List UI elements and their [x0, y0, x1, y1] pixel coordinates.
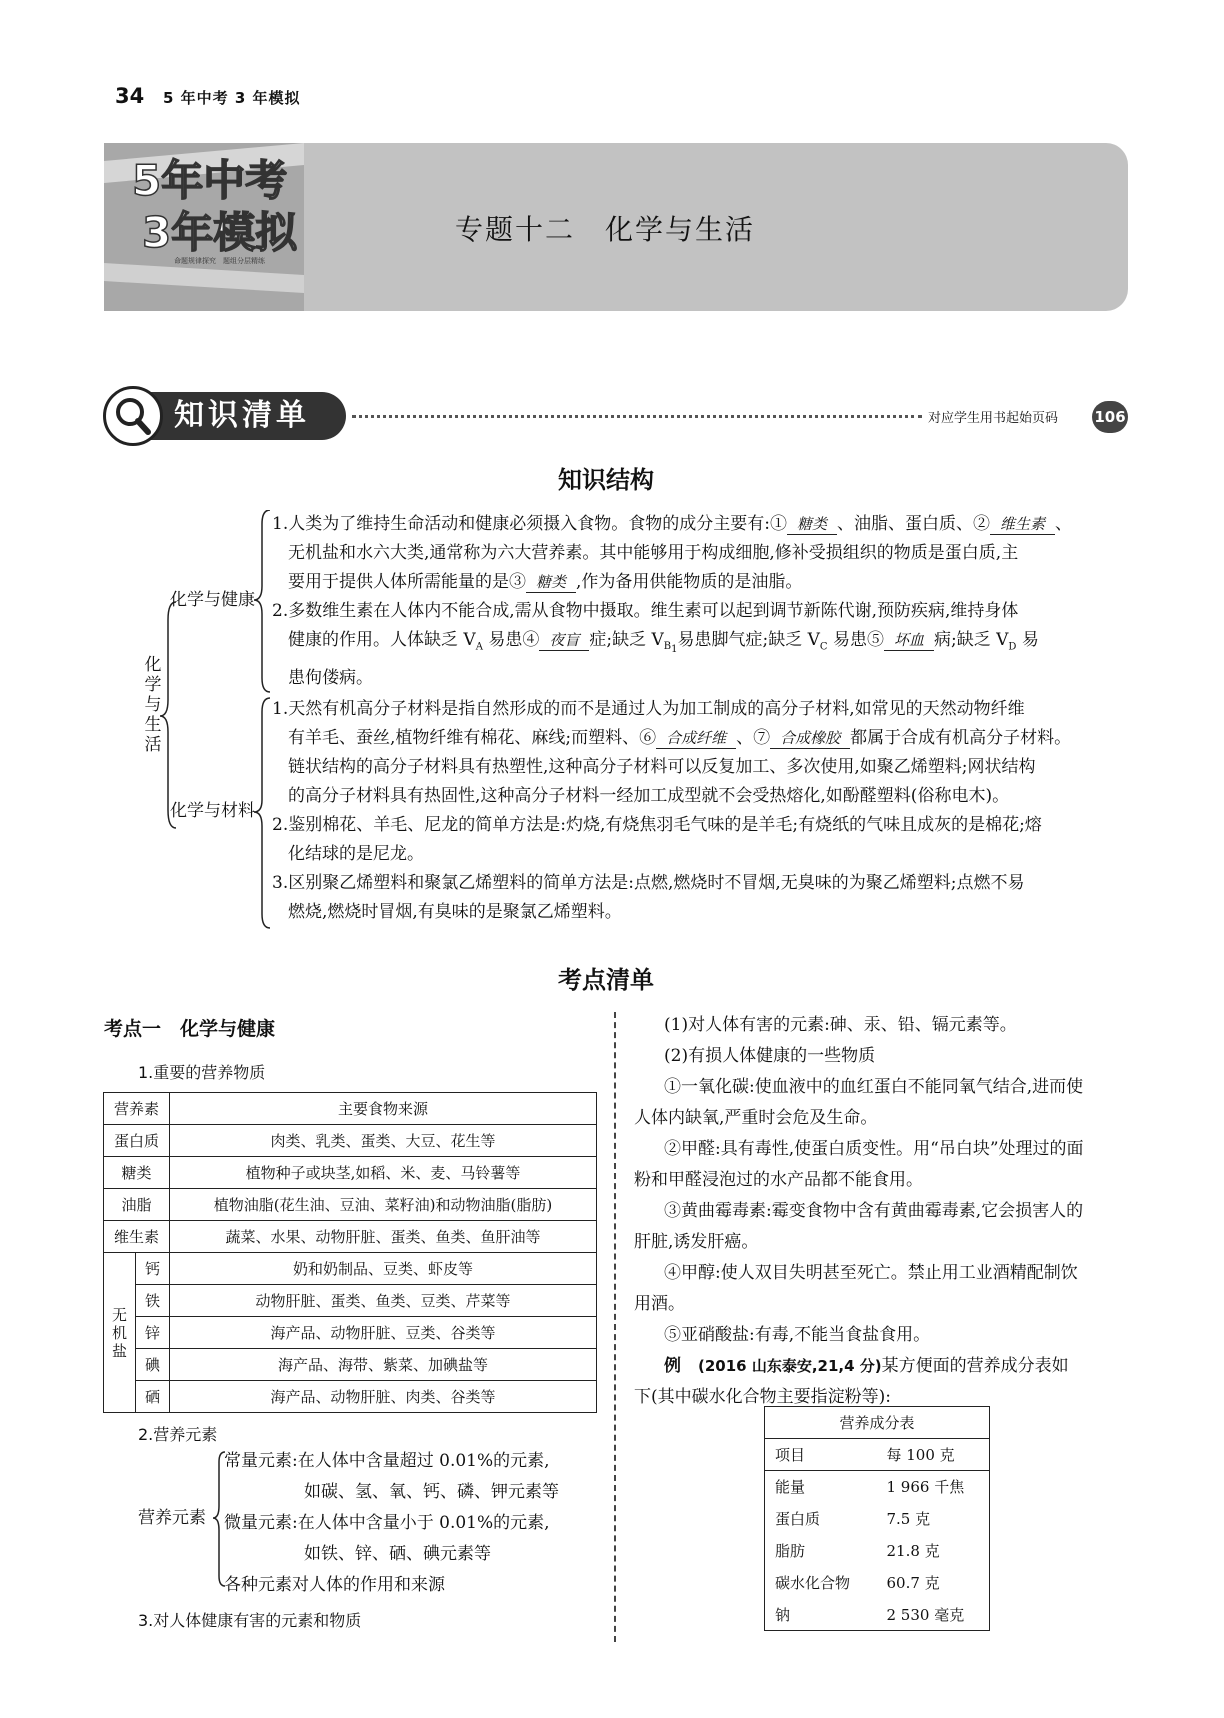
table-row: 碳水化合物 60.7 克 [775, 1574, 940, 1592]
element-trace-line-1: 微量元素:在人体中含量小于 0.01%的元素, [224, 1513, 550, 1533]
structure-root: 化 学 与 生 活 [144, 655, 162, 755]
nutrients-table [103, 1092, 597, 1413]
example-line-1: 例 (2016 山东泰安,21,4 分)某方便面的营养成分表如 [664, 1356, 1069, 1376]
subsection-1-title: 1.重要的营养物质 [138, 1063, 266, 1082]
subsection-2-title: 2.营养元素 [138, 1425, 218, 1444]
section-page-ref-number: 106 [1092, 401, 1128, 433]
blank-5: 坏血 [884, 630, 934, 651]
logo-tagline: 命题规律探究 题组分层精练 [174, 257, 265, 265]
table-row: 无 机 盐 钙 奶和奶制品、豆类、虾皮等 [104, 1253, 597, 1285]
health-item-1-line-1: 1.人类为了维持生命活动和健康必须摄入食物。食物的成分主要有:① 糖类 、油脂、蛋白质、② 维生素 、 [272, 514, 1072, 534]
structure-materials-label: 化学与材料 [170, 801, 255, 821]
table-row: 锌 海产品、动物肝脏、豆类、谷类等 [104, 1317, 597, 1349]
health-items [272, 510, 1092, 693]
materials-item-2-line-1: 2.鉴别棉花、羊毛、尼龙的简单方法是:灼烧,有烧焦羽毛气味的是羊毛;有烧纸的气味且成灰的是棉花;熔 [272, 815, 1042, 835]
table-header-row [104, 1093, 597, 1125]
harmful-substances [634, 1010, 1134, 1413]
substance-aflatoxin-line-2: 肝脏,诱发肝癌。 [634, 1232, 759, 1252]
substance-methanol-line-2: 用酒。 [634, 1294, 685, 1314]
table-header-row: 项目 每 100 克 [765, 1439, 990, 1471]
materials-items [272, 695, 1092, 927]
section-badge [103, 386, 163, 446]
element-roles: 各种元素对人体的作用和来源 [224, 1575, 445, 1595]
blank-4: 夜盲 [539, 630, 589, 651]
structure-health-label: 化学与健康 [170, 590, 255, 610]
blank-3: 糖类 [526, 572, 576, 593]
example-line-2: 下(其中碳水化合物主要指淀粉等): [634, 1387, 891, 1407]
materials-item-3-line-2: 燃烧,燃烧时冒烟,有臭味的是聚氯乙烯塑料。 [288, 902, 622, 922]
materials-item-3-line-1: 3.区别聚乙烯塑料和聚氯乙烯塑料的简单方法是:点燃,燃烧时不冒烟,无臭味的为聚乙烯塑料;点燃不易 [272, 873, 1025, 893]
section-page-ref-label: 对应学生用书起始页码 [928, 411, 1059, 426]
table-row: 维生素 蔬菜、水果、动物肝脏、蛋类、鱼类、鱼肝油等 [104, 1221, 597, 1253]
table-row: 能量 1 966 千焦 [775, 1478, 965, 1497]
table-row: 糖类 植物种子或块茎,如稻、米、麦、马铃薯等 [104, 1157, 597, 1189]
substance-nitrite: ⑤亚硝酸盐:有毒,不能当食盐食用。 [664, 1325, 931, 1345]
materials-item-1-line-3: 链状结构的高分子材料具有热塑性,这种高分子材料可以反复加工、多次使用,如聚乙烯塑料;网状结构 [288, 757, 1036, 777]
health-item-1-line-2: 无机盐和水六大类,通常称为六大营养素。其中能够用于构成细胞,修补受损组织的物质是蛋白质,主 [288, 543, 1019, 563]
book-title: 5 年中考 3 年模拟 [163, 89, 301, 107]
substance-formaldehyde-line-2: 粉和甲醛浸泡过的水产品都不能食用。 [634, 1170, 923, 1190]
table-row: 铁 动物肝脏、蛋类、鱼类、豆类、芹菜等 [104, 1285, 597, 1317]
elements-list [224, 1446, 559, 1601]
section-dotted-rule [352, 415, 922, 418]
substance-co-line-2: 人体内缺氧,严重时会危及生命。 [634, 1108, 878, 1128]
table-row: 钠 2 530 毫克 [775, 1605, 965, 1624]
topic-title: 专题十二 化学与生活 [455, 213, 756, 246]
element-major-line-2: 如碳、氢、氧、钙、磷、钾元素等 [304, 1482, 559, 1502]
blank-1: 糖类 [787, 514, 837, 535]
table-header-cell: 主要食物来源 [170, 1093, 597, 1125]
health-item-1-line-3: 要用于提供人体所需能量的是③ 糖类 ,作为备用供能物质的是油脂。 [288, 572, 803, 592]
materials-item-2-line-2: 化结球的是尼龙。 [288, 844, 424, 864]
element-trace-line-2: 如铁、锌、硒、碘元素等 [304, 1544, 491, 1564]
materials-item-1-line-4: 的高分子材料具有热固性,这种高分子材料一经加工成型就不会受热熔化,如酚醛塑料(俗称电木)。 [288, 786, 1010, 806]
materials-item-1-line-2: 有羊毛、蚕丝,植物纤维有棉花、麻线;而塑料、⑥ 合成纤维 、⑦ 合成橡胶 都属于合成有机高分子材料。 [288, 728, 1072, 748]
subsection-3-title: 3.对人体健康有害的元素和物质 [138, 1611, 362, 1630]
harmful-elements: (1)对人体有害的元素:砷、汞、铅、镉元素等。 [664, 1015, 1017, 1035]
materials-item-1-line-1: 1.天然有机高分子材料是指自然形成的而不是通过人为加工制成的高分子材料,如常见的天然动物纤维 [272, 699, 1025, 719]
section-title: 知识清单 [150, 392, 346, 440]
substance-formaldehyde-line-1: ②甲醛:具有毒性,使蛋白质变性。用“吊白块”处理过的面 [664, 1139, 1084, 1159]
exam-points-heading: 考点清单 [558, 966, 654, 994]
harmful-substances-title: (2)有损人体健康的一些物质 [664, 1046, 876, 1066]
page-number: 34 [115, 84, 145, 108]
table-row: 碘 海产品、海带、紫菜、加碘盐等 [104, 1349, 597, 1381]
blank-7: 合成橡胶 [770, 728, 850, 749]
book-logo [104, 143, 324, 311]
blank-6: 合成纤维 [656, 728, 736, 749]
table-row: 蛋白质 肉类、乳类、蛋类、大豆、花生等 [104, 1125, 597, 1157]
logo-line-1: 5年中考 [132, 156, 288, 205]
health-item-2-line-2: 健康的作用。人体缺乏 $V_A$ 易患④ 夜盲 症;缺乏 $V_{B_1}$易患脚气症;缺乏 $V_C$ 易患⑤ 坏血 病;缺乏 $V_D$ 易 [288, 630, 1039, 656]
magnifier-icon [106, 389, 160, 443]
exam-point-1-title: 考点一 化学与健康 [104, 1018, 276, 1040]
table-row: 脂肪 21.8 克 [775, 1542, 940, 1560]
knowledge-braces [150, 510, 270, 930]
example-label: 例 [664, 1356, 681, 1376]
mineral-group-label: 无 机 盐 [104, 1253, 136, 1413]
blank-2: 维生素 [990, 514, 1055, 535]
health-item-2-line-3: 患佝偻病。 [288, 668, 373, 689]
table-row: 油脂 植物油脂(花生油、豆油、菜籽油)和动物油脂(脂肪) [104, 1189, 597, 1221]
health-item-2-line-1: 2.多数维生素在人体内不能合成,需从食物中摄取。维生素可以起到调节新陈代谢,预防疾病,维持身体 [272, 601, 1019, 621]
elements-root: 营养元素 [138, 1508, 206, 1528]
element-major-line-1: 常量元素:在人体中含量超过 0.01%的元素, [224, 1451, 550, 1471]
column-divider [614, 1012, 616, 1642]
substance-aflatoxin-line-1: ③黄曲霉毒素:霉变食物中含有黄曲霉毒素,它会损害人的 [664, 1201, 1084, 1221]
logo-line-2: 3年模拟 [142, 208, 298, 257]
substance-co-line-1: ①一氧化碳:使血液中的血红蛋白不能同氧气结合,进而使 [664, 1077, 1084, 1097]
example-source: (2016 山东泰安,21,4 分) [698, 1357, 882, 1375]
knowledge-structure-heading: 知识结构 [558, 466, 654, 494]
table-header-cell: 营养素 [104, 1093, 170, 1125]
nutrition-facts-table [764, 1406, 990, 1631]
table-row: 硒 海产品、动物肝脏、肉类、谷类等 [104, 1381, 597, 1413]
nutrition-facts-title: 营养成分表 [765, 1407, 990, 1439]
table-row: 蛋白质 7.5 克 [775, 1510, 931, 1528]
substance-methanol-line-1: ④甲醇:使人双目失明甚至死亡。禁止用工业酒精配制饮 [664, 1263, 1078, 1283]
